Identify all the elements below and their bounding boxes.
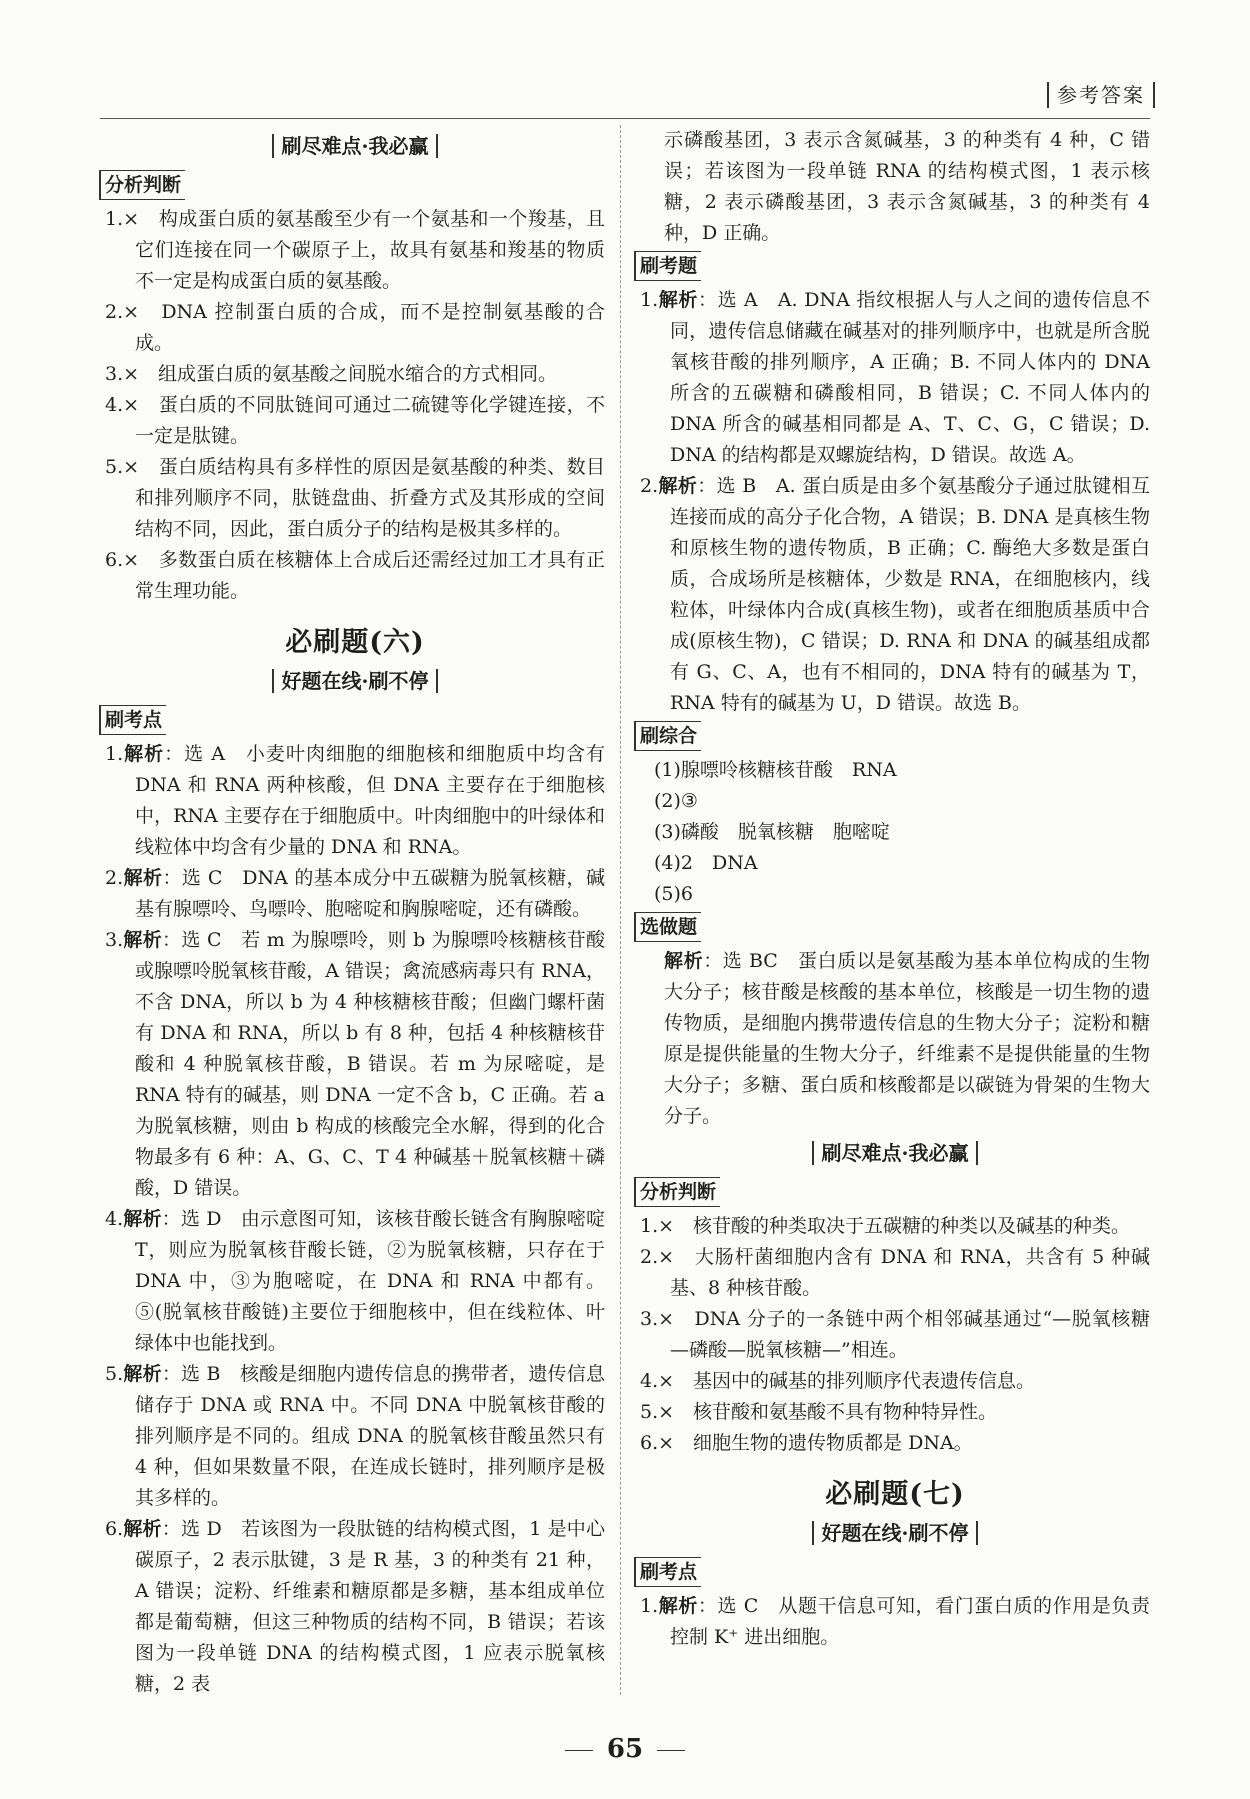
chapter-title: 必刷题(七) — [825, 1479, 965, 1510]
section-title: 好题在线·刷不停 — [640, 1518, 1150, 1549]
answer-item: 5.× 蛋白质结构具有多样性的原因是氨基酸的种类、数目和排列顺序不同，肽链盘曲、折叠方式及其形成的空间结构不同，因此，蛋白质分子的结构是极其多样的。 — [105, 456, 605, 540]
answer-item: 2.解析：选 B A. 蛋白质是由多个氨基酸分子通过肽键相互连接而成的高分子化合物，A 错误；B. DNA 是真核生物和原核生物的遗传物质，B 正确；C. 酶绝大多数是蛋白质，合成场所是核糖体，少数是 RNA，在细胞核内，线粒体，叶绿体内合成(真核生物)，或者在细胞质基质中合成(原核生物)，C 错误；D. RNA 和 DNA 的碱基组成都有 G、C、A，也有不相同的，DNA 特有的碱基为 T，RNA 特有的碱基为 U，D 错误。故选 B。 — [640, 475, 1150, 714]
answer-item: 1.解析：选 C 从题干信息可知，看门蛋白质的作用是负责控制 K⁺ 进出细胞。 — [640, 1595, 1150, 1648]
answer-item: 5.解析：选 B 核酸是细胞内遗传信息的携带者，遗传信息储存于 DNA 或 RNA 中。不同 DNA 中脱氧核苷酸的排列顺序是不同的。组成 DNA 的脱氧核苷酸虽然只有 4 种，但如果数量不限，在连成长链时，排列顺序是极其多样的。 — [105, 1363, 605, 1509]
answer-item: 1.× 构成蛋白质的氨基酸至少有一个氨基和一个羧基，且它们连接在同一个碳原子上，故具有氨基和羧基的物质不一定是构成蛋白质的氨基酸。 — [105, 208, 605, 292]
answer-item: 5.× 核苷酸和氨基酸不具有物种特异性。 — [640, 1401, 998, 1423]
answer-item: (2)③ — [654, 790, 698, 812]
section-tag: 分析判断 — [634, 1177, 720, 1207]
answer-item: 解析：选 BC 蛋白质以是氨基酸为基本单位构成的生物大分子；核苷酸是核酸的基本单位，核酸是一切生物的遗传物质，是细胞内携带遗传信息的生物大分子；淀粉和糖原是提供能量的生物大分子，纤维素不是提供能量的生物大分子；多糖、蛋白质和核酸都是以碳链为骨架的生物大分子。 — [664, 950, 1150, 1127]
answer-item: 6.× 细胞生物的遗传物质都是 DNA。 — [640, 1432, 973, 1454]
chapter-title: 必刷题(六) — [285, 627, 425, 658]
section-tag: 刷综合 — [634, 721, 701, 751]
answer-item: 2.× DNA 控制蛋白质的合成，而不是控制氨基酸的合成。 — [105, 301, 605, 354]
answer-item: 6.解析：选 D 若该图为一段肽链的结构模式图，1 是中心碳原子，2 表示肽键，3 是 R 基，3 的种类有 21 种，A 错误；淀粉、纤维素和糖原都是多糖，基本组成单位都是葡萄糖，但这三种物质的结构不同，B 错误；若该图为一段单链 DNA 的结构模式图，1 应表示脱氧核糖，2 表 — [105, 1518, 605, 1695]
header-rule — [100, 118, 1150, 119]
section-tag: 刷考题 — [634, 251, 701, 281]
answer-item: 2.解析：选 C DNA 的基本成分中五碳糖为脱氧核糖，碱基有腺嘌呤、鸟嘌呤、胞嘧啶和胸腺嘧啶，还有磷酸。 — [105, 867, 605, 920]
answer-key-label: 参考答案 — [1047, 82, 1155, 108]
answer-item: 3.解析：选 C 若 m 为腺嘌呤，则 b 为腺嘌呤核糖核苷酸或腺嘌呤脱氧核苷酸，A 错误；禽流感病毒只有 RNA，不含 DNA，所以 b 为 4 种核糖核苷酸；但幽门螺杆菌有 DNA 和 RNA，所以 b 有 8 种，包括 4 种核糖核苷酸和 4 种脱氧核苷酸，B 错误。若 m 为尿嘧啶，是 RNA 特有的碱基，则 DNA 一定不含 b，C 正确。若 a 为脱氧核糖，则由 b 构成的核酸完全水解，得到的化合物最多有 6 种：A、G、C、T 4 种碱基＋脱氧核糖＋磷酸，D 错误。 — [105, 929, 605, 1199]
section-title: 刷尽难点·我必赢 — [640, 1138, 1150, 1169]
right-column — [640, 125, 1150, 1653]
section-tag: 选做题 — [634, 912, 701, 942]
section-tag: 分析判断 — [99, 170, 185, 200]
page-number: 65 — [0, 1734, 1250, 1764]
answer-item: 1.解析：选 A A. DNA 指纹根据人与人之间的遗传信息不同，遗传信息储藏在碱基对的排列顺序中，也就是所含脱氧核苷酸的排列顺序，A 正确；B. 不同人体内的 DNA 所含的五碳糖和磷酸相同，B 错误；C. 不同人体内的 DNA 所含的碱基相同都是 A、T、C、G，C 错误；D. DNA 的结构都是双螺旋结构，D 错误。故选 A。 — [640, 289, 1150, 466]
section-tag: 刷考点 — [99, 705, 166, 735]
section-title: 刷尽难点·我必赢 — [105, 131, 605, 162]
answer-item: 2.× 大肠杆菌细胞内含有 DNA 和 RNA，共含有 5 种碱基、8 种核苷酸。 — [640, 1246, 1150, 1299]
left-column — [105, 125, 605, 1700]
answer-item: 1.× 核苷酸的种类取决于五碳糖的种类以及碱基的种类。 — [640, 1215, 1131, 1237]
answer-item: 6.× 多数蛋白质在核糖体上合成后还需经过加工才具有正常生理功能。 — [105, 549, 605, 602]
answer-item: 3.× 组成蛋白质的氨基酸之间脱水缩合的方式相同。 — [105, 363, 558, 385]
continued-text: 示磷酸基团，3 表示含氮碱基，3 的种类有 4 种，C 错误；若该图为一段单链 RNA 的结构模式图，1 表示核糖，2 表示磷酸基团，3 表示含氮碱基，3 的种类有 4 种，D 正确。 — [664, 129, 1150, 244]
answer-item: (1)腺嘌呤核糖核苷酸 RNA — [654, 759, 897, 781]
answer-item: 4.× 基因中的碱基的排列顺序代表遗传信息。 — [640, 1370, 1036, 1392]
section-tag: 刷考点 — [634, 1557, 701, 1587]
answer-item: 4.× 蛋白质的不同肽链间可通过二硫键等化学键连接，不一定是肽键。 — [105, 394, 605, 447]
answer-item: (5)6 — [654, 883, 694, 905]
answer-item: (3)磷酸 脱氧核糖 胞嘧啶 — [654, 821, 890, 843]
answer-item: 1.解析：选 A 小麦叶肉细胞的细胞核和细胞质中均含有 DNA 和 RNA 两种核酸，但 DNA 主要存在于细胞核中，RNA 主要存在于细胞质中。叶肉细胞中的叶绿体和线粒体中均含有少量的 DNA 和 RNA。 — [105, 743, 605, 858]
section-title: 好题在线·刷不停 — [105, 666, 605, 697]
answer-item: 4.解析：选 D 由示意图可知，该核苷酸长链含有胸腺嘧啶 T，则应为脱氧核苷酸长链，②为脱氧核糖，只存在于 DNA 中，③为胞嘧啶，在 DNA 和 RNA 中都有。⑤(脱氧核苷酸链)主要位于细胞核中，但在线粒体、叶绿体中也能找到。 — [105, 1208, 605, 1354]
column-divider — [620, 125, 621, 1695]
answer-item: (4)2 DNA — [654, 852, 758, 874]
answer-item: 3.× DNA 分子的一条链中两个相邻碱基通过“—脱氧核糖—磷酸—脱氧核糖—”相连。 — [640, 1308, 1150, 1361]
